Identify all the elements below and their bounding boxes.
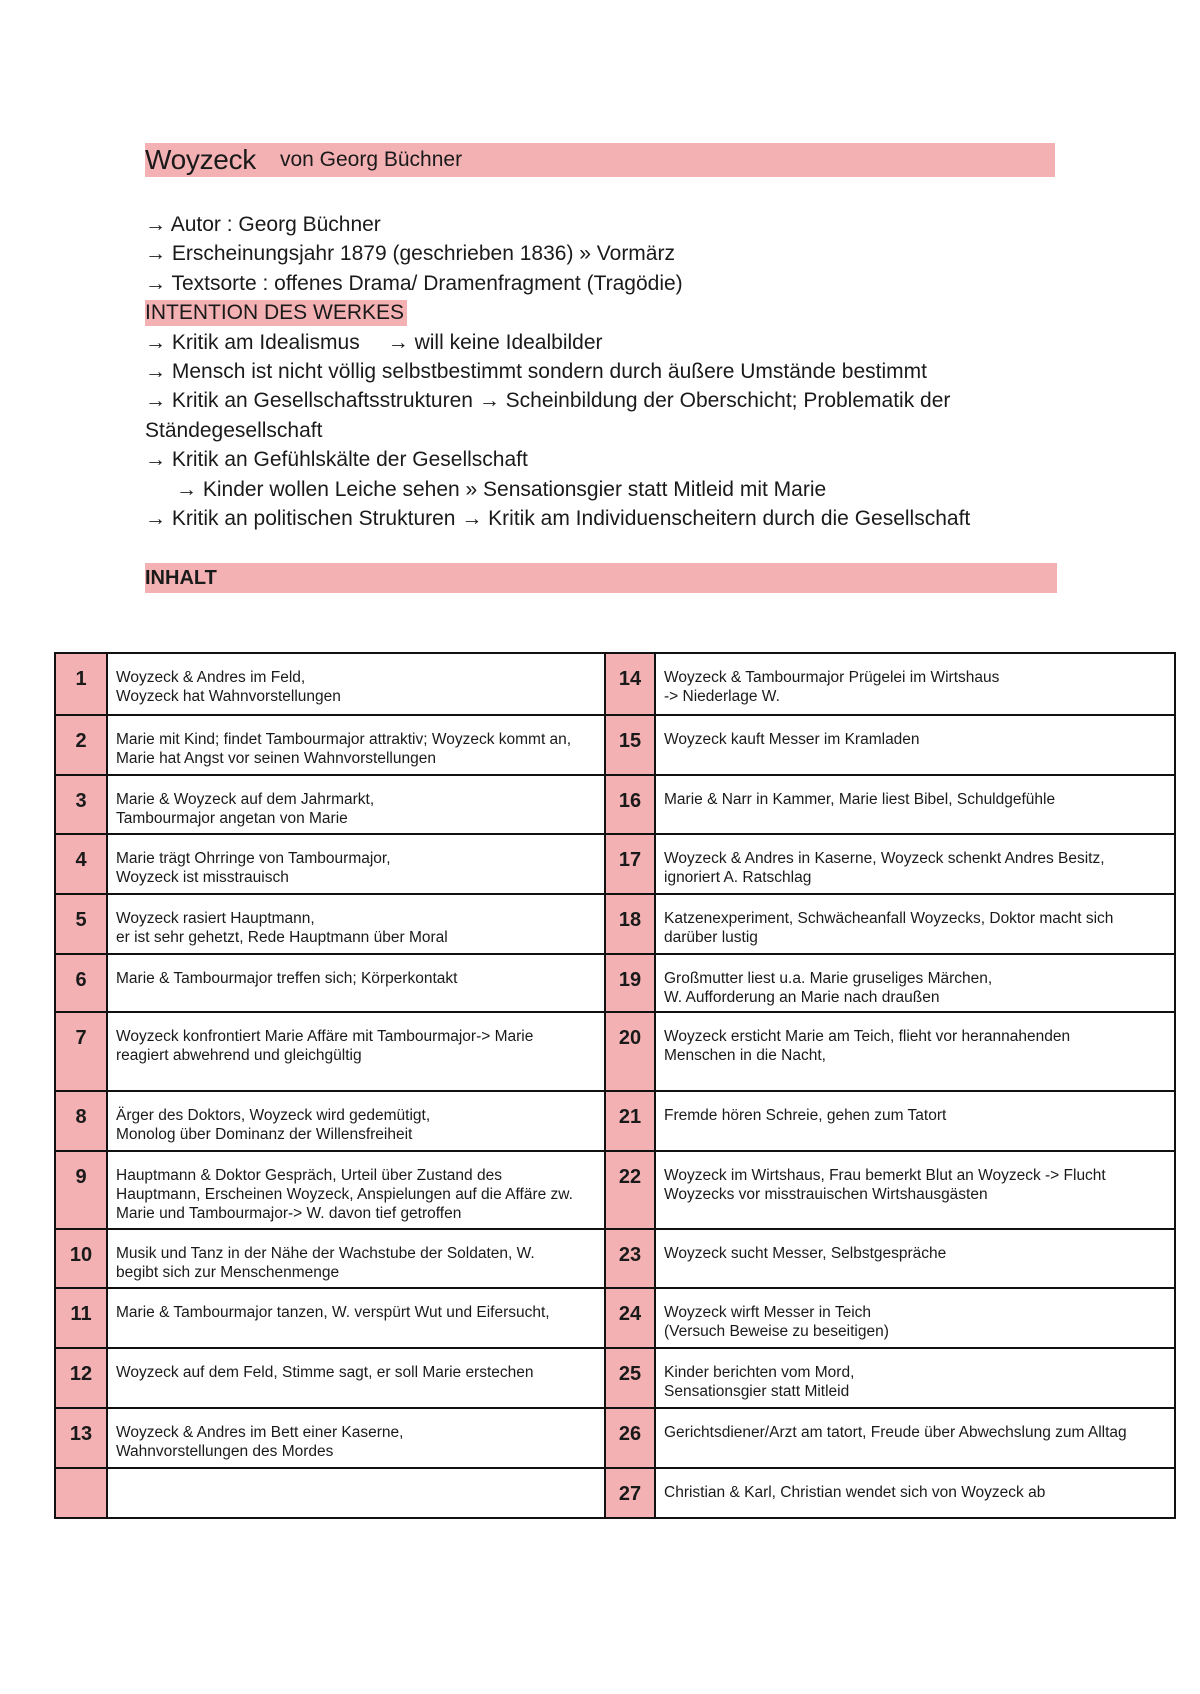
scene-text-line: Marie & Tambourmajor tanzen, W. verspürt Wut und Eifersucht,	[116, 1304, 550, 1321]
scene-text-line: Kinder berichten vom Mord,	[664, 1364, 855, 1381]
scene-text-line: Wahnvorstellungen des Mordes	[116, 1443, 334, 1460]
intention-gesellschaft: → Kritik an Gesellschaftsstrukturen → Scheinbildung der Oberschicht; Problematik der	[145, 389, 951, 413]
scene-text-line: -> Niederlage W.	[664, 688, 780, 705]
scene-description	[655, 894, 1175, 954]
scene-number: 21	[605, 1091, 655, 1151]
fact-author: → Autor : Georg Büchner	[145, 213, 381, 236]
scene-number: 22	[605, 1151, 655, 1229]
scene-number: 9	[55, 1151, 107, 1229]
scene-number: 14	[605, 653, 655, 715]
scene-text-line: begibt sich zur Menschenmenge	[116, 1264, 340, 1281]
scene-description	[107, 1229, 605, 1288]
scene-number: 6	[55, 954, 107, 1012]
scene-number: 20	[605, 1012, 655, 1091]
scene-number: 26	[605, 1408, 655, 1468]
scene-number: 10	[55, 1229, 107, 1288]
scene-text-line: W. Aufforderung an Marie nach draußen	[664, 989, 940, 1006]
scene-text-line: Woyzeck ersticht Marie am Teich, flieht vor herannahenden	[664, 1028, 1071, 1045]
scene-number: 3	[55, 775, 107, 834]
scene-description	[655, 954, 1175, 1012]
scene-description	[655, 653, 1175, 715]
arrow-icon: →	[387, 330, 409, 354]
scene-description	[107, 834, 605, 894]
table-row	[55, 775, 1175, 834]
scene-description	[655, 1408, 1175, 1468]
table-row	[55, 834, 1175, 894]
scene-number: 11	[55, 1288, 107, 1348]
scene-description	[107, 1012, 605, 1091]
scene-number: 12	[55, 1348, 107, 1408]
scene-number: 23	[605, 1229, 655, 1288]
scene-number: 1	[55, 653, 107, 715]
scene-number: 5	[55, 894, 107, 954]
scene-text-line: Woyzeck ist misstrauisch	[116, 869, 289, 886]
scene-number: 4	[55, 834, 107, 894]
document-subtitle: von Georg Büchner	[279, 148, 463, 171]
scene-text-line: Woyzeck wirft Messer in Teich	[664, 1304, 872, 1321]
scene-text-line: Marie & Tambourmajor treffen sich; Körperkontakt	[116, 970, 458, 987]
table-row	[55, 1408, 1175, 1468]
scene-text-line: Gerichtsdiener/Arzt am tatort, Freude über Abwechslung zum Alltag	[664, 1424, 1127, 1441]
intention-idealism: → Kritik am Idealismus → will keine Idealbilder	[145, 330, 603, 354]
scene-text-line: Christian & Karl, Christian wendet sich von Woyzeck ab	[664, 1484, 1046, 1501]
scene-text-line: Woyzeck & Andres im Feld,	[116, 669, 306, 686]
intention-heading-line	[145, 298, 1065, 327]
scene-text-line: er ist sehr gehetzt, Rede Hauptmann über Moral	[116, 929, 448, 946]
scene-text-line: Woyzeck rasiert Hauptmann,	[116, 910, 315, 927]
table-row	[55, 715, 1175, 775]
scene-text-line: Woyzeck & Tambourmajor Prügelei im Wirtshaus	[664, 669, 1000, 686]
scene-description	[655, 1468, 1175, 1518]
scene-text-line: Sensationsgier statt Mitleid	[664, 1383, 850, 1400]
intention-gesellschaft-cont: Ständegesellschaft	[145, 418, 323, 442]
inhalt-heading: INHALT	[145, 563, 1057, 593]
arrow-icon: →	[145, 242, 166, 266]
scene-number: 2	[55, 715, 107, 775]
scene-number: 19	[605, 954, 655, 1012]
scene-description	[107, 1348, 605, 1408]
summary-section	[145, 210, 1065, 533]
scene-text-line: Woyzeck sucht Messer, Selbstgespräche	[664, 1245, 947, 1262]
scene-description	[107, 1408, 605, 1468]
scene-text-line: Woyzeck konfrontiert Marie Affäre mit Tambourmajor-> Marie	[116, 1028, 534, 1045]
scene-number: 7	[55, 1012, 107, 1091]
scene-description	[107, 1091, 605, 1151]
arrow-icon: →	[145, 506, 166, 530]
scene-description	[107, 775, 605, 834]
scene-number: 15	[605, 715, 655, 775]
scene-text-line: Woyzeck & Andres in Kaserne, Woyzeck schenkt Andres Besitz,	[664, 850, 1105, 867]
arrow-icon: →	[145, 448, 166, 472]
scene-text-line: Großmutter liest u.a. Marie gruseliges Märchen,	[664, 970, 993, 987]
scene-text-line: Tambourmajor angetan von Marie	[116, 810, 348, 827]
scene-description	[655, 715, 1175, 775]
scene-text-line: Marie hat Angst vor seinen Wahnvorstellungen	[116, 750, 436, 767]
scene-text-line: Marie und Tambourmajor-> W. davon tief getroffen	[116, 1205, 462, 1222]
scene-text-line: Marie & Narr in Kammer, Marie liest Bibel, Schuldgefühle	[664, 791, 1056, 808]
scene-description	[655, 1012, 1175, 1091]
scene-text-line: Marie & Woyzeck auf dem Jahrmarkt,	[116, 791, 375, 808]
scene-text-line: Woyzeck auf dem Feld, Stimme sagt, er soll Marie erstechen	[116, 1364, 534, 1381]
scene-text-line: Monolog über Dominanz der Willensfreiheit	[116, 1126, 413, 1143]
scene-description	[655, 775, 1175, 834]
scene-text-line: Woyzeck kauft Messer im Kramladen	[664, 731, 920, 748]
scene-number: 25	[605, 1348, 655, 1408]
table-row	[55, 1151, 1175, 1229]
scene-description	[655, 834, 1175, 894]
scene-text-line: Katzenexperiment, Schwächeanfall Woyzecks, Doktor macht sich	[664, 910, 1114, 927]
arrow-icon: →	[478, 389, 500, 413]
intention-heading: INTENTION DES WERKES	[145, 300, 407, 326]
table-row	[55, 1348, 1175, 1408]
scene-description	[107, 954, 605, 1012]
scene-text-line: Menschen in die Nacht,	[664, 1047, 826, 1064]
table-row	[55, 1091, 1175, 1151]
scene-description	[107, 1468, 605, 1518]
scene-description	[107, 1151, 605, 1229]
scene-text-line: Woyzeck hat Wahnvorstellungen	[116, 688, 341, 705]
scene-text-line: Woyzeck & Andres im Bett einer Kaserne,	[116, 1424, 404, 1441]
scene-description	[655, 1288, 1175, 1348]
scene-text-line: Hauptmann, Erscheinen Woyzeck, Anspielungen auf die Affäre zw.	[116, 1186, 573, 1203]
scene-text-line: Hauptmann & Doktor Gespräch, Urteil über Zustand des	[116, 1167, 502, 1184]
table-row	[55, 954, 1175, 1012]
scene-number: 8	[55, 1091, 107, 1151]
scene-description	[655, 1229, 1175, 1288]
fact-genre: → Textsorte : offenes Drama/ Dramenfragment (Tragödie)	[145, 271, 683, 295]
table-row	[55, 1468, 1175, 1518]
scene-number	[55, 1468, 107, 1518]
arrow-icon: →	[145, 389, 166, 413]
table-row	[55, 894, 1175, 954]
scene-text-line: ignoriert A. Ratschlag	[664, 869, 812, 886]
scene-number: 18	[605, 894, 655, 954]
scene-description	[655, 1151, 1175, 1229]
scene-text-line: Fremde hören Schreie, gehen zum Tatort	[664, 1107, 947, 1124]
scene-description	[655, 1348, 1175, 1408]
fact-year: → Erscheinungsjahr 1879 (geschrieben 1836) » Vormärz	[145, 242, 675, 266]
table-row	[55, 1229, 1175, 1288]
arrow-icon: →	[145, 271, 166, 295]
scene-number: 13	[55, 1408, 107, 1468]
scene-text-line: Woyzecks vor misstrauischen Wirtshausgästen	[664, 1186, 988, 1203]
scene-number: 17	[605, 834, 655, 894]
scene-text-line: reagiert abwehrend und gleichgültig	[116, 1047, 362, 1064]
title-banner	[145, 143, 1055, 177]
scene-description	[107, 653, 605, 715]
scene-text-line: Marie mit Kind; findet Tambourmajor attraktiv; Woyzeck kommt an,	[116, 731, 572, 748]
intention-mensch: → Mensch ist nicht völlig selbstbestimmt sondern durch äußere Umstände bestimmt	[145, 359, 927, 383]
intention-kinder: → Kinder wollen Leiche sehen » Sensationsgier statt Mitleid mit Marie	[176, 477, 827, 501]
scene-number: 27	[605, 1468, 655, 1518]
scene-text-line: Woyzeck im Wirtshaus, Frau bemerkt Blut an Woyzeck -> Flucht	[664, 1167, 1106, 1184]
scene-text-line: Ärger des Doktors, Woyzeck wird gedemütigt,	[116, 1107, 431, 1124]
scene-number: 24	[605, 1288, 655, 1348]
scene-description	[107, 894, 605, 954]
scene-description	[655, 1091, 1175, 1151]
scene-text-line: Marie trägt Ohrringe von Tambourmajor,	[116, 850, 391, 867]
scene-text-line: (Versuch Beweise zu beseitigen)	[664, 1323, 889, 1340]
scene-description	[107, 715, 605, 775]
table-row	[55, 1012, 1175, 1091]
arrow-icon: →	[461, 506, 483, 530]
arrow-icon: →	[145, 359, 166, 383]
scene-table	[54, 652, 1176, 1519]
document-title: Woyzeck	[145, 144, 256, 175]
intention-gefuehl: → Kritik an Gefühlskälte der Gesellschaft	[145, 448, 528, 472]
scene-text-line: Musik und Tanz in der Nähe der Wachstube der Soldaten, W.	[116, 1245, 535, 1262]
scene-number: 16	[605, 775, 655, 834]
table-row	[55, 653, 1175, 715]
scene-text-line: darüber lustig	[664, 929, 758, 946]
intention-politik: → Kritik an politischen Strukturen → Kritik am Individuenscheitern durch die Gesellschaft	[145, 506, 971, 530]
arrow-icon: →	[145, 213, 166, 236]
arrow-icon: →	[176, 477, 197, 501]
table-row	[55, 1288, 1175, 1348]
arrow-icon: →	[145, 330, 166, 354]
scene-description	[107, 1288, 605, 1348]
